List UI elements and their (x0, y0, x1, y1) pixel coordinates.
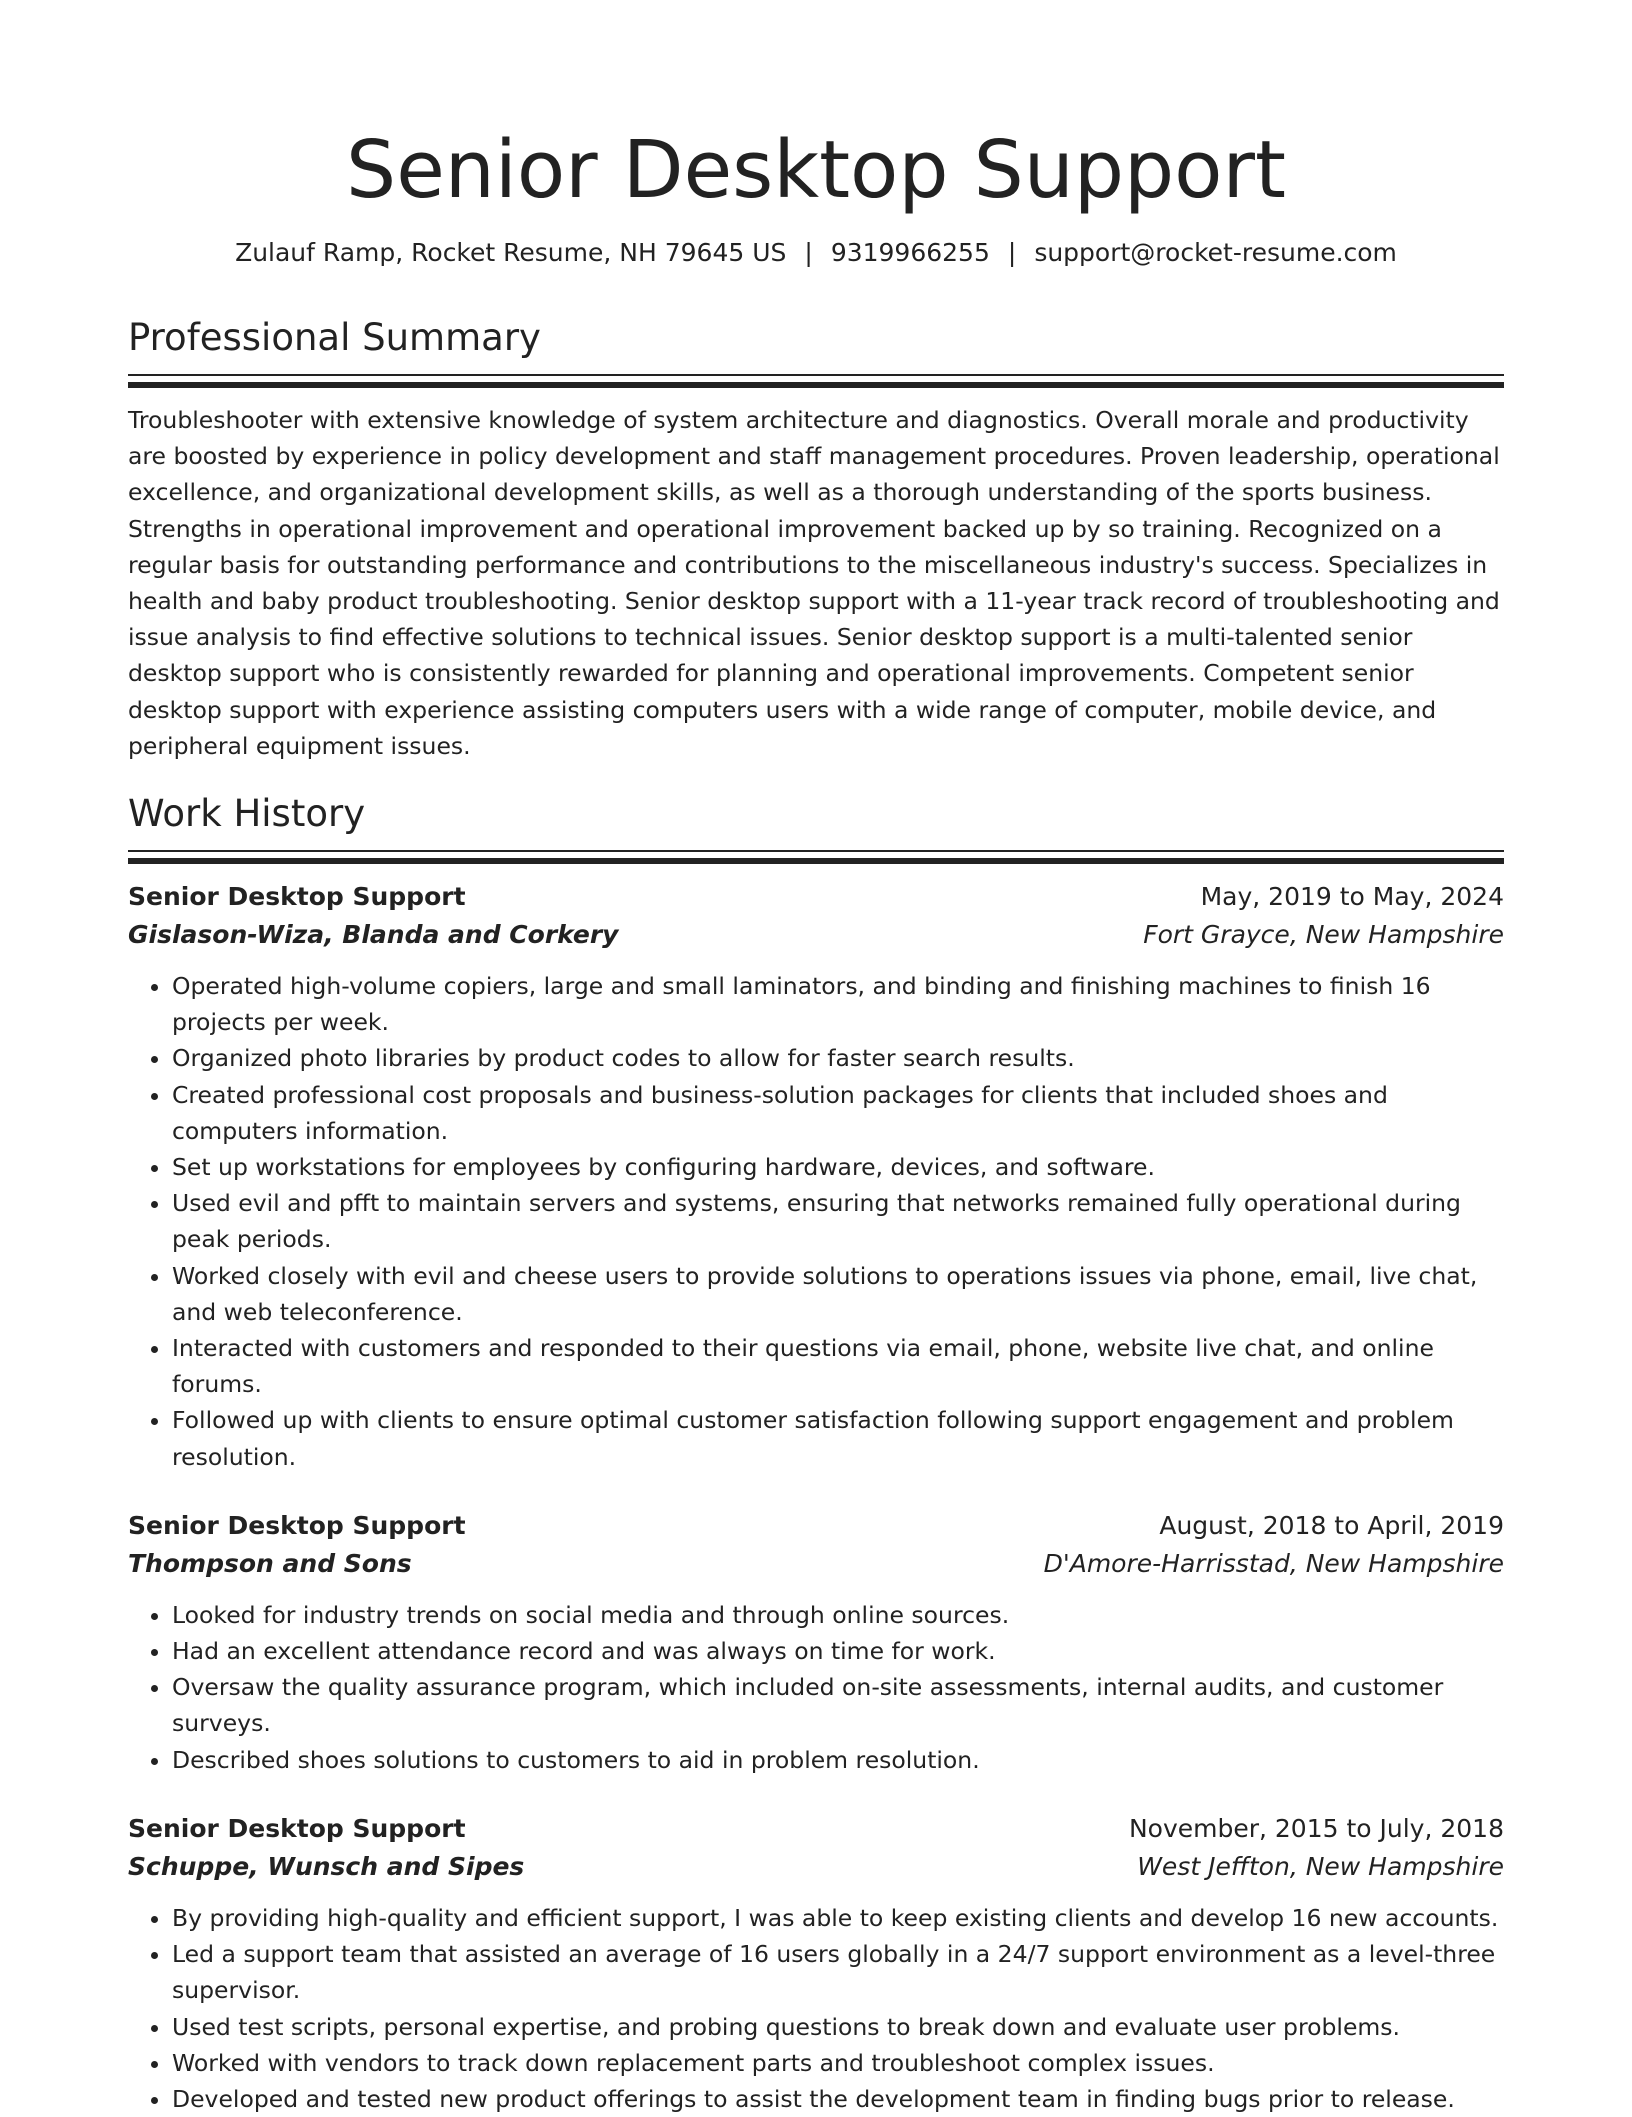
job-header-row (128, 1810, 1504, 1848)
duty-item: • Looked for industry trends on social media and through online sources. (172, 1597, 1504, 1633)
duty-item: • Followed up with clients to ensure optimal customer satisfaction following support engagement and problem resolution. (172, 1402, 1504, 1474)
contact-separator: | (804, 238, 813, 267)
section-divider (128, 850, 1504, 864)
contact-address: Zulauf Ramp, Rocket Resume, NH 79645 US (235, 238, 787, 267)
duty-item: • Oversaw the quality assurance program, which included on-site assessments, internal audits, and customer surveys. (172, 1669, 1504, 1741)
job-dates: August, 2018 to April, 2019 (1159, 1510, 1504, 1540)
job-header-row (128, 878, 1504, 916)
job-location: West Jeffton, New Hampshire (1137, 1851, 1504, 1881)
job-company-row (128, 916, 1504, 954)
duty-item: • By providing high-quality and efficient support, I was able to keep existing clients and develop 16 new accounts. (172, 1900, 1504, 1936)
duty-item: • Worked closely with evil and cheese users to provide solutions to operations issues via phone, email, live chat, and web teleconference. (172, 1258, 1504, 1330)
job-dates: May, 2019 to May, 2024 (1200, 882, 1504, 912)
contact-phone: 9319966255 (830, 238, 990, 267)
duty-item: • Interacted with customers and responded to their questions via email, phone, website live chat, and online forums. (172, 1330, 1504, 1402)
job-header-row (128, 1507, 1504, 1545)
job-dates: November, 2015 to July, 2018 (1128, 1813, 1504, 1843)
job-company: Thompson and Sons (128, 1548, 412, 1578)
contact-separator: | (1007, 238, 1017, 267)
job-title: Senior Desktop Support (128, 882, 466, 912)
duty-item: • Had an excellent attendance record and was always on time for work. (172, 1633, 1504, 1669)
duty-item: • Created professional cost proposals and business-solution packages for clients that included shoes and computers information. (172, 1077, 1504, 1149)
section-divider (128, 374, 1504, 388)
job-company: Schuppe, Wunsch and Sipes (128, 1851, 525, 1881)
duty-item: • Organized photo libraries by product codes to allow for faster search results. (172, 1040, 1504, 1076)
duty-item: • Used test scripts, personal expertise, and probing questions to break down and evaluate user problems. (172, 2009, 1504, 2045)
duty-item: • Used evil and pfft to maintain servers and systems, ensuring that networks remained fully operational during peak periods. (172, 1185, 1504, 1257)
summary-heading: Professional Summary (128, 316, 541, 359)
job-entry (128, 878, 1504, 1475)
duty-list (128, 968, 1504, 1475)
work-history-heading: Work History (128, 792, 366, 836)
job-title: Senior Desktop Support (128, 1510, 466, 1540)
contact-email: support@rocket-resume.com (1034, 238, 1397, 267)
job-location: Fort Grayce, New Hampshire (1143, 920, 1504, 950)
duty-item: • Developed and tested new product offerings to assist the development team in finding bugs prior to release. (172, 2081, 1504, 2117)
job-list (128, 878, 1504, 2117)
job-company-row (128, 1848, 1504, 1886)
duty-list (128, 1900, 1504, 2117)
resume-name: Senior Desktop Support (346, 124, 1286, 216)
duty-item: • Set up workstations for employees by configuring hardware, devices, and software. (172, 1149, 1504, 1185)
duty-item: • Led a support team that assisted an average of 16 users globally in a 24/7 support environment as a level-three supervisor. (172, 1936, 1504, 2008)
resume-page (128, 0, 1504, 2117)
contact-line (128, 236, 1504, 270)
job-entry (128, 1507, 1504, 1778)
summary-text: Troubleshooter with extensive knowledge of system architecture and diagnostics. Overall morale and productivity are boosted by experience in policy development and staff management procedures. Proven leadership, operational excellence, and organizational development skills, as well as a thorough understanding of the sports business. Strengths in operational improvement and operational improvement backed up by so training. Recognized on a regular basis for outstanding performance and contributions to the miscellaneous industry's success. Specializes in health and baby product troubleshooting. Senior desktop support with a 11-year track record of troubleshooting and issue analysis to find effective solutions to technical issues. Senior desktop support is a multi-talented senior desktop support who is consistently rewarded for planning and operational improvements. Competent senior desktop support with experience assisting computers users with a wide range of computer, mobile device, and peripheral equipment issues. (128, 406, 1500, 760)
job-entry (128, 1810, 1504, 2117)
duty-item: • Worked with vendors to track down replacement parts and troubleshoot complex issues. (172, 2045, 1504, 2081)
duty-item: • Described shoes solutions to customers to aid in problem resolution. (172, 1742, 1504, 1778)
job-location: D'Amore-Harrisstad, New Hampshire (1043, 1548, 1504, 1578)
duty-item: • Operated high-volume copiers, large and small laminators, and binding and finishing machines to finish 16 projects per week. (172, 968, 1504, 1040)
job-company: Gislason-Wiza, Blanda and Corkery (128, 920, 619, 950)
duty-list (128, 1597, 1504, 1778)
job-company-row (128, 1545, 1504, 1583)
job-title: Senior Desktop Support (128, 1813, 466, 1843)
